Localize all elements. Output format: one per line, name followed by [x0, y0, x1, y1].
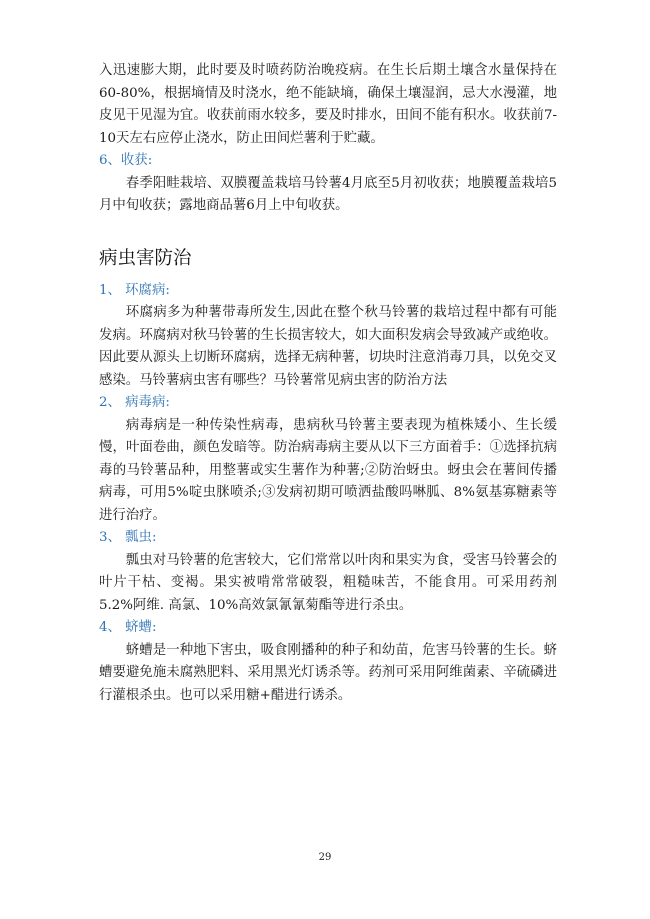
pest-paragraph-grub: 蛴螬是一种地下害虫，吸食刚播种的种子和幼苗，危害马铃薯的生长。蛴螬要避免施未腐熟肥料、采用黑光灯诱杀等。药剂可采用阿维菌素、辛硫磷进行灌根杀虫。也可以采用糖+醋进行诱杀。 — [99, 642, 557, 703]
disease-paragraph-ring-rot: 环腐病多为种薯带毒所发生,因此在整个秋马铃薯的栽培过程中都有可能发病。环腐病对秋马铃薯的生长损害较大，如大面积发病会导致减产或绝收。因此要从源头上切断环腐病，选择无病种薯，切块时注意消毒刀具，以免交叉感染。马铃薯病虫害有哪些？马铃薯常见病虫害的防治方法 — [99, 305, 557, 388]
pest-heading-grub: 4、 蛴螬: — [99, 620, 157, 635]
page-content — [99, 60, 557, 707]
disease-heading-ring-rot: 1、 环腐病: — [99, 282, 170, 298]
intro-paragraph: 入迅速膨大期，此时要及时喷药防治晚疫病。在生长后期土壤含水量保持在60-80%，根据墒情及时浇水，绝不能缺墒，确保土壤湿润，忌大水漫灌，地皮见干见湿为宜。收获前雨水较多，要及时排水，田间不能有积水。收获前7-10天左右应停止浇水，防止田间烂薯利于贮藏。 — [99, 63, 557, 146]
harvest-paragraph: 春季阳畦栽培、双膜覆盖栽培马铃薯4月底至5月初收获；地膜覆盖栽培5月中旬收获；露地商品薯6月上中旬收获。 — [99, 175, 557, 213]
harvest-heading: 6、收获: — [99, 153, 153, 168]
pest-heading-ladybug: 3、 瓢虫: — [99, 530, 157, 545]
disease-paragraph-virus: 病毒病是一种传染性病毒，患病秋马铃薯主要表现为植株矮小、生长缓慢，叶面卷曲，颜色发暗等。防治病毒病主要从以下三方面着手：①选择抗病毒的马铃薯品种，用整薯或实生薯作为种薯;②防治蚜虫。蚜虫会在薯间传播病毒，可用5%啶虫脒喷杀;③发病初期可喷洒盐酸吗啉胍、8%氨基寡糖素等进行治疗。 — [99, 417, 557, 523]
page-number: 29 — [318, 852, 332, 863]
section-title: 病虫害防治 — [99, 247, 192, 269]
pest-paragraph-ladybug: 瓢虫对马铃薯的危害较大，它们常常以叶肉和果实为食，受害马铃薯会的叶片干枯、变褐。果实被啃常常破裂，粗糙味苦，不能食用。可采用药剂5.2%阿维. 高氯、10%高效氯氰氰菊酯等进行杀虫。 — [99, 552, 557, 613]
disease-heading-virus: 2、 病毒病: — [99, 395, 170, 410]
